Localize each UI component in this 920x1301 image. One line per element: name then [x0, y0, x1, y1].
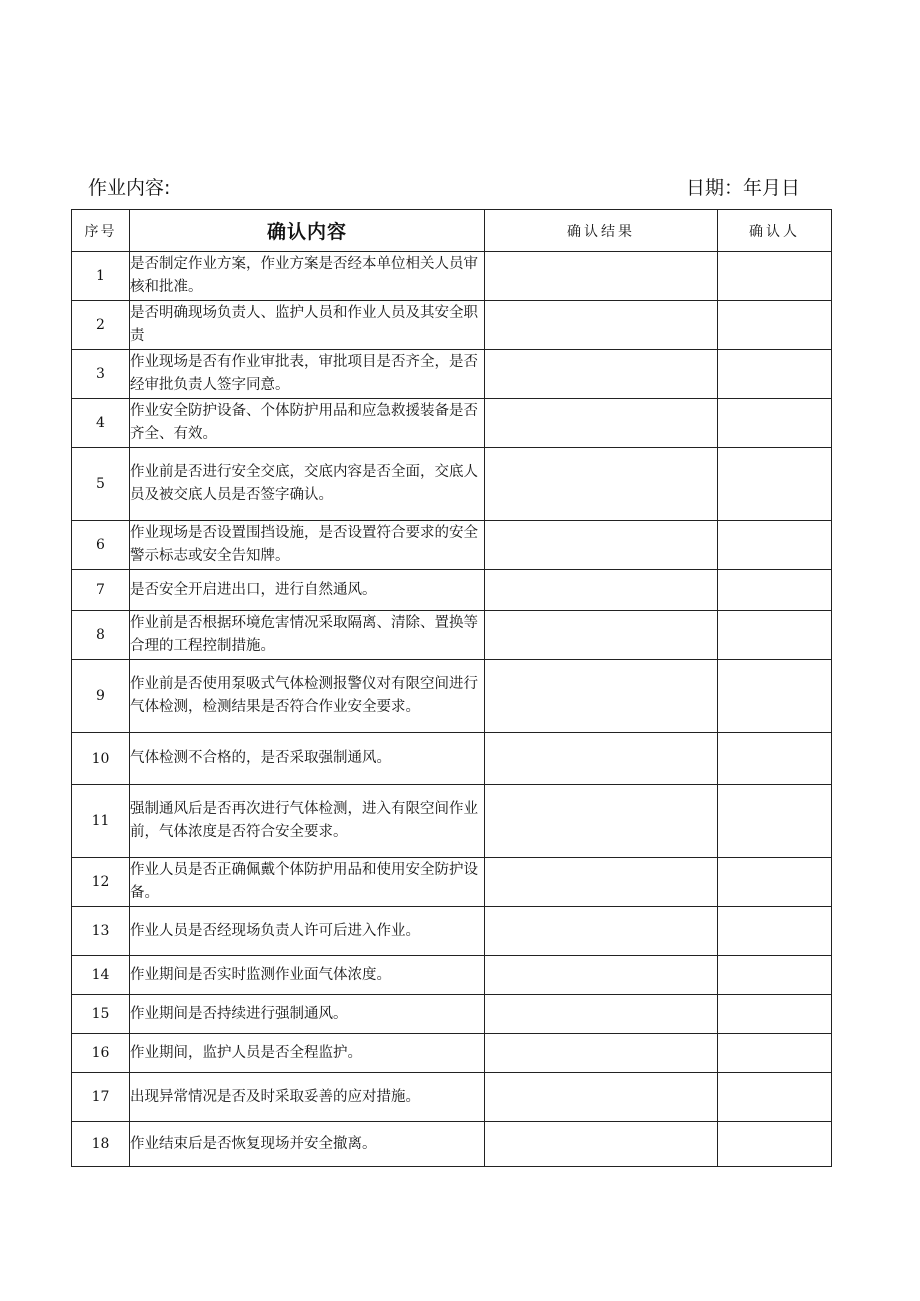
row-content: 作业期间，监护人员是否全程监护。	[130, 1034, 485, 1073]
column-header-no: 序号	[72, 210, 130, 252]
table-row	[72, 785, 832, 858]
table-row	[72, 1073, 832, 1122]
row-content: 强制通风后是否再次进行气体检测，进入有限空间作业前，气体浓度是否符合安全要求。	[130, 785, 485, 858]
result-cell[interactable]	[485, 350, 718, 399]
row-number: 8	[72, 611, 130, 660]
work-content-label: 作业内容:	[88, 177, 171, 199]
row-content: 作业前是否进行安全交底，交底内容是否全面，交底人员及被交底人员是否签字确认。	[130, 448, 485, 521]
result-cell[interactable]	[485, 399, 718, 448]
table-row	[72, 1122, 832, 1167]
result-cell[interactable]	[485, 521, 718, 570]
person-cell[interactable]	[718, 733, 832, 785]
row-number: 1	[72, 252, 130, 301]
table-row	[72, 570, 832, 611]
person-cell[interactable]	[718, 956, 832, 995]
person-cell[interactable]	[718, 1122, 832, 1167]
table-row	[72, 660, 832, 733]
table-row	[72, 907, 832, 956]
row-content: 作业前是否使用泵吸式气体检测报警仪对有限空间进行气体检测，检测结果是否符合作业安全要求。	[130, 660, 485, 733]
row-content: 作业现场是否有作业审批表，审批项目是否齐全，是否经审批负责人签字同意。	[130, 350, 485, 399]
person-cell[interactable]	[718, 858, 832, 907]
date-label: 日期：年月日	[686, 177, 801, 199]
row-number: 17	[72, 1073, 130, 1122]
row-number: 7	[72, 570, 130, 611]
row-content: 出现异常情况是否及时采取妥善的应对措施。	[130, 1073, 485, 1122]
row-content: 作业期间是否实时监测作业面气体浓度。	[130, 956, 485, 995]
row-content: 是否制定作业方案，作业方案是否经本单位相关人员审核和批准。	[130, 252, 485, 301]
table-row	[72, 448, 832, 521]
person-cell[interactable]	[718, 350, 832, 399]
table-row	[72, 956, 832, 995]
person-cell[interactable]	[718, 301, 832, 350]
row-number: 14	[72, 956, 130, 995]
row-content: 作业前是否根据环境危害情况采取隔离、清除、置换等合理的工程控制措施。	[130, 611, 485, 660]
row-number: 12	[72, 858, 130, 907]
row-content: 作业结束后是否恢复现场并安全撤离。	[130, 1122, 485, 1167]
person-cell[interactable]	[718, 570, 832, 611]
table-row	[72, 521, 832, 570]
result-cell[interactable]	[485, 1122, 718, 1167]
result-cell[interactable]	[485, 611, 718, 660]
table-row	[72, 350, 832, 399]
row-content: 是否明确现场负责人、监护人员和作业人员及其安全职责	[130, 301, 485, 350]
result-cell[interactable]	[485, 785, 718, 858]
column-header-content: 确认内容	[130, 210, 485, 252]
column-header-person: 确认人	[718, 210, 832, 252]
row-number: 5	[72, 448, 130, 521]
result-cell[interactable]	[485, 956, 718, 995]
table-row	[72, 1034, 832, 1073]
table-header-row	[72, 210, 832, 252]
row-number: 9	[72, 660, 130, 733]
table-row	[72, 733, 832, 785]
row-content: 作业人员是否正确佩戴个体防护用品和使用安全防护设备。	[130, 858, 485, 907]
confirmation-checklist-table	[71, 209, 832, 1167]
row-number: 4	[72, 399, 130, 448]
result-cell[interactable]	[485, 660, 718, 733]
row-content: 作业安全防护设备、个体防护用品和应急救援装备是否齐全、有效。	[130, 399, 485, 448]
row-number: 13	[72, 907, 130, 956]
row-content: 气体检测不合格的，是否采取强制通风。	[130, 733, 485, 785]
result-cell[interactable]	[485, 301, 718, 350]
result-cell[interactable]	[485, 570, 718, 611]
person-cell[interactable]	[718, 660, 832, 733]
row-number: 11	[72, 785, 130, 858]
row-content: 作业人员是否经现场负责人许可后进入作业。	[130, 907, 485, 956]
result-cell[interactable]	[485, 907, 718, 956]
column-header-result: 确认结果	[485, 210, 718, 252]
person-cell[interactable]	[718, 995, 832, 1034]
table-row	[72, 399, 832, 448]
row-number: 18	[72, 1122, 130, 1167]
person-cell[interactable]	[718, 399, 832, 448]
person-cell[interactable]	[718, 1034, 832, 1073]
table-row	[72, 301, 832, 350]
person-cell[interactable]	[718, 907, 832, 956]
row-number: 2	[72, 301, 130, 350]
result-cell[interactable]	[485, 448, 718, 521]
result-cell[interactable]	[485, 252, 718, 301]
table-row	[72, 995, 832, 1034]
row-content: 是否安全开启进出口，进行自然通风。	[130, 570, 485, 611]
row-number: 6	[72, 521, 130, 570]
row-number: 3	[72, 350, 130, 399]
person-cell[interactable]	[718, 252, 832, 301]
result-cell[interactable]	[485, 733, 718, 785]
result-cell[interactable]	[485, 858, 718, 907]
person-cell[interactable]	[718, 785, 832, 858]
person-cell[interactable]	[718, 521, 832, 570]
person-cell[interactable]	[718, 611, 832, 660]
person-cell[interactable]	[718, 448, 832, 521]
person-cell[interactable]	[718, 1073, 832, 1122]
row-number: 10	[72, 733, 130, 785]
row-number: 16	[72, 1034, 130, 1073]
row-content: 作业现场是否设置围挡设施，是否设置符合要求的安全警示标志或安全告知牌。	[130, 521, 485, 570]
table-row	[72, 858, 832, 907]
row-number: 15	[72, 995, 130, 1034]
result-cell[interactable]	[485, 1073, 718, 1122]
row-content: 作业期间是否持续进行强制通风。	[130, 995, 485, 1034]
table-row	[72, 611, 832, 660]
result-cell[interactable]	[485, 1034, 718, 1073]
table-row	[72, 252, 832, 301]
result-cell[interactable]	[485, 995, 718, 1034]
